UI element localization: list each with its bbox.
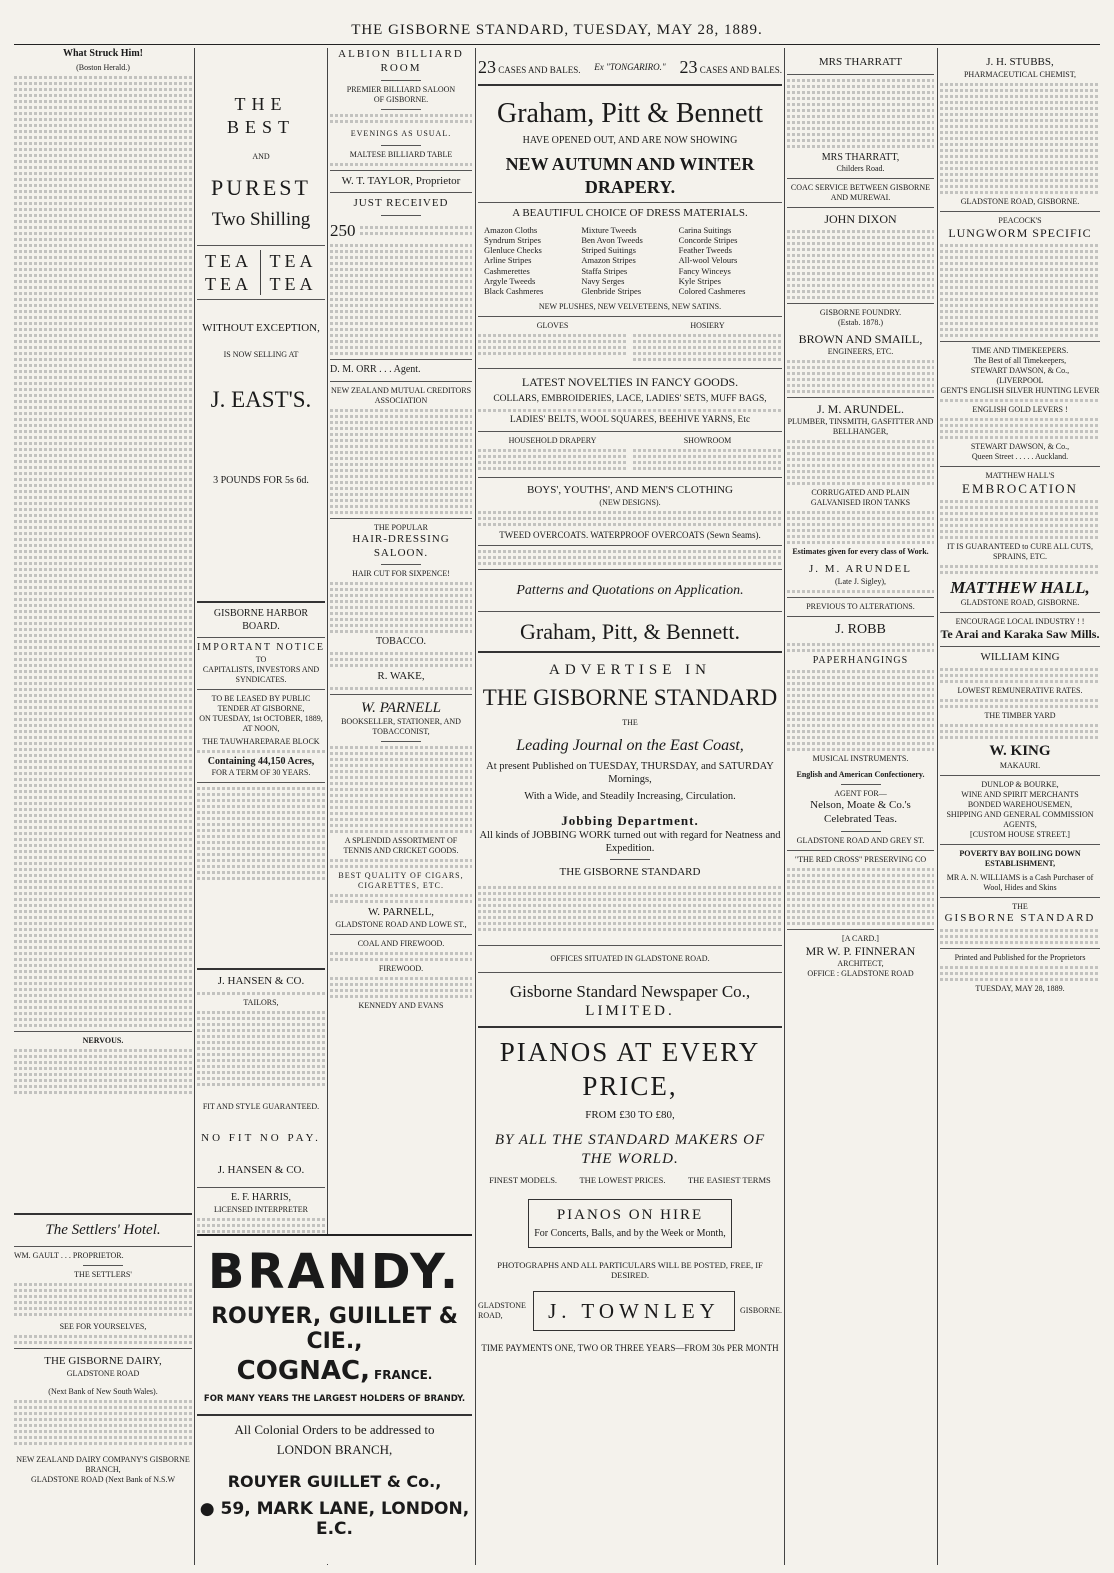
parnell-tennis: A SPLENDID ASSORTMENT OF TENNIS AND CRICKET GOODS. (343, 836, 459, 856)
dunlop-title: DUNLOP & BOURKE, (981, 779, 1059, 789)
albion-body-2 (330, 163, 472, 166)
material-item: Glenluce Checks (484, 245, 542, 256)
dixon-body (787, 230, 934, 299)
wake-signature: R. WAKE, (377, 669, 425, 682)
graham-autumn: NEW AUTUMN AND WINTER (505, 154, 755, 174)
nervous-heading: NERVOUS. (82, 1035, 124, 1045)
tea-price-offer: 3 POUNDS FOR 5s 6d. (213, 474, 309, 486)
dairy-subtitle: (Next Bank of New South Wales). (48, 1386, 158, 1396)
hair-tobacco: TOBACCO. (375, 636, 427, 648)
article-source: (Boston Herald.) (76, 62, 130, 72)
masthead-rule (14, 44, 1100, 45)
cases-right-number: 23 (679, 57, 698, 77)
dairy-address: GLADSTONE ROAD (Next Bank of N.S.W (30, 1474, 176, 1484)
overcoats: TWEED OVERCOATS. WATERPROOF OVERCOATS (Sewn Seams). (499, 529, 761, 540)
boys-designs: (NEW DESIGNS). (599, 497, 661, 507)
article-title: What Struck Him! (63, 48, 143, 59)
finneran-office: OFFICE : GLADSTONE ROAD (807, 968, 914, 978)
arundel-address (787, 590, 934, 593)
dunlop-address: [CUSTOM HOUSE STREET.] (970, 829, 1070, 839)
king-rates: LOWEST REMUNERATIVE RATES. (957, 686, 1083, 695)
boys-body (478, 511, 782, 526)
hansen-address (197, 992, 325, 995)
material-item: Fancy Winceys (678, 265, 731, 276)
material-item: Argyle Tweeds (484, 275, 536, 286)
column-1 (14, 48, 192, 1565)
brandy-cognac: COGNAC, (236, 1356, 371, 1386)
tea-ad-price: Two Shilling (211, 208, 311, 230)
te-arai-title: Te Arai and Karaka Saw Mills. (940, 627, 1100, 642)
albion-maltese: MALTESE BILLIARD TABLE (349, 149, 453, 159)
brandy-france: FRANCE. (374, 1368, 433, 1382)
lungworm-body (940, 244, 1100, 337)
parnell-body-3 (330, 894, 472, 903)
material-item: All-wool Velours (678, 255, 738, 266)
albion-evenings: EVENINGS AS USUAL. (350, 128, 452, 138)
hair-body (330, 582, 472, 633)
materials-column (581, 225, 678, 296)
novelties-belts: LADIES' BELTS, WOOL SQUARES, BEEHIVE YARNS, Etc (509, 414, 751, 425)
harris-interpreter: LICENSED INTERPRETER (214, 1204, 308, 1214)
hair-title: HAIR-DRESSING SALOON. (352, 532, 450, 559)
robb-paperhangings: PAPERHANGINGS (812, 654, 909, 666)
column-5 (787, 48, 934, 1565)
tea-selling: IS NOW SELLING AT (223, 350, 299, 359)
matthew-address: GLADSTONE ROAD, GISBORNE. (960, 598, 1080, 608)
parnell-title: W. PARNELL (360, 699, 442, 716)
material-item: Feather Tweeds (678, 245, 732, 256)
gloves-hosiery (478, 321, 782, 364)
brandy-address-text: 59, MARK LANE, LONDON, E.C. (220, 1499, 470, 1539)
pianos-easiest: THE EASIEST TERMS (687, 1174, 771, 1185)
showroom-heading: SHOWROOM (683, 435, 732, 445)
stewart-body (940, 399, 1100, 402)
household-showroom (478, 436, 782, 473)
material-item: Navy Serges (581, 275, 625, 286)
king-signature: W. KING (989, 743, 1051, 759)
embrocation-title: EMBROCATION (962, 480, 1078, 496)
see-heading: SEE FOR YOURSELVES, (59, 1321, 147, 1331)
finneran-architect: ARCHITECT, (837, 958, 884, 968)
printed-date: TUESDAY, MAY 28, 1889. (975, 983, 1065, 993)
advertise-circulation: With a Wide, and Steadily Increasing, Circulation. (524, 790, 736, 802)
arundel-sigley: (Late J. Sigley), (834, 577, 887, 586)
robb-musical: MUSICAL INSTRUMENTS. (812, 754, 909, 763)
brandy-orders: All Colonial Orders to be addressed to (234, 1422, 435, 1437)
arundel-plumber: PLUMBER, TINSMITH, GASFITTER AND BELLHANGER, (787, 417, 934, 437)
robb-nelson: Nelson, Moate & Co.'s Celebrated Teas. (810, 799, 911, 825)
standard-body (478, 886, 782, 931)
red-cross-title: "THE RED CROSS" PRESERVING CO (794, 854, 927, 864)
timber-title: THE TIMBER YARD (984, 711, 1056, 720)
novelties-title: LATEST NOVELTIES IN FANCY GOODS. (521, 375, 739, 390)
offices: OFFICES SITUATED IN GLADSTONE ROAD. (550, 953, 710, 963)
robb-address: GLADSTONE ROAD AND GREY ST. (796, 835, 925, 845)
newspaper-masthead: THE GISBORNE STANDARD, TUESDAY, MAY 28, 1889. (351, 22, 763, 38)
material-item: Carina Suitings (678, 224, 732, 235)
advertise-leading: Leading Journal on the East Coast, (516, 737, 744, 755)
cases-right-label: CASES AND BALES. (699, 65, 782, 75)
graham-dress: A BEAUTIFUL CHOICE OF DRESS MATERIALS. (512, 207, 748, 219)
brandy-title: BRANDY. (207, 1244, 462, 1300)
wake-address (330, 687, 472, 690)
tea-received-title: JUST RECEIVED (353, 197, 449, 210)
harbor-capitalists: CAPITALISTS, INVESTORS AND SYNDICATES. (202, 664, 320, 684)
company-limited: LIMITED. (585, 1003, 675, 1020)
arundel-signature: J. M. ARUNDEL (808, 563, 912, 576)
parnell-cigars: BEST QUALITY OF CIGARS, CIGARETTES, ETC. (338, 871, 464, 891)
arundel-body-2 (787, 511, 934, 544)
pianos-features (478, 1175, 782, 1186)
household-body (478, 449, 627, 470)
settlers-heading: THE SETTLERS' (74, 1269, 132, 1279)
column-divider (937, 48, 938, 1565)
cases-right (679, 56, 782, 79)
printed-body (940, 966, 1100, 981)
pianos-photos: PHOTOGRAPHS AND ALL PARTICULARS WILL BE POSTED, FREE, IF DESIRED. (497, 1259, 763, 1281)
graham-opened: HAVE OPENED OUT, AND ARE NOW SHOWING (522, 134, 738, 146)
dunlop-shipping: SHIPPING AND GENERAL COMMISSION AGENTS, (946, 809, 1094, 829)
material-item: Colored Cashmeres (678, 285, 746, 296)
novelties-body (478, 409, 782, 412)
coal-title: COAL AND FIREWOOD. (357, 939, 445, 948)
tharratt-road: Childers Road. (836, 164, 885, 174)
pianos-payments: TIME PAYMENTS ONE, TWO OR THREE YEARS—FROM 30s PER MONTH (481, 1343, 779, 1354)
matthew-signature: MATTHEW HALL, (950, 578, 1090, 597)
brandy-holders: FOR MANY YEARS THE LARGEST HOLDERS OF BRANDY. (203, 1394, 466, 1404)
graham-drapery: DRAPERY. (584, 176, 676, 197)
column-divider (475, 48, 476, 1565)
king-title: WILLIAM KING (980, 651, 1060, 664)
materials-column (679, 225, 776, 296)
gloves-heading: GLOVES (536, 321, 569, 331)
red-cross-body (787, 868, 934, 925)
dairy-footer: NEW ZEALAND DAIRY COMPANY'S GISBORNE BRANCH, (16, 1454, 190, 1474)
hotel-proprietor: WM. GAULT . . . PROPRIETOR. (14, 1250, 124, 1260)
novelties-collars: COLLARS, EMBROIDERIES, LACE, LADIES' SETS, MUFF BAGS, (493, 394, 767, 405)
material-item: Cashmerettes (484, 265, 530, 276)
harbor-block: THE TAUWHAREPARAE BLOCK (202, 736, 320, 746)
pianos-from: FROM £30 TO £80, (585, 1109, 675, 1122)
stewart-hunting: GENT'S ENGLISH SILVER HUNTING LEVER (940, 385, 1100, 395)
albion-proprietor: W. T. TAYLOR, Proprietor (341, 174, 461, 187)
harbor-body (197, 750, 325, 753)
stubbs-title: J. H. STUBBS, (986, 56, 1054, 68)
material-item: Syndrum Stripes (484, 234, 541, 245)
stubbs-address: GLADSTONE ROAD, GISBORNE. (960, 196, 1080, 206)
hair-popular: THE POPULAR (373, 522, 428, 532)
arundel-tanks: CORRUGATED AND PLAIN GALVANISED IRON TANKS (810, 488, 911, 508)
brandy-advertisement (197, 1234, 472, 1564)
hotel-body-2 (14, 1335, 192, 1344)
showroom-body (633, 449, 782, 470)
tea-ad-and: AND (252, 152, 270, 161)
stewart-address: Queen Street . . . . . Auckland. (971, 451, 1069, 461)
patterns-notice: Patterns and Quotations on Application. (516, 582, 744, 598)
boys-clothing: BOYS', YOUTHS', AND MEN'S CLOTHING (527, 483, 733, 496)
company-name: Gisborne Standard Newspaper Co., (509, 981, 751, 1001)
orr-agent: D. M. ORR . . . Agent. (330, 364, 421, 376)
harbor-to: TO (255, 654, 267, 664)
tea-seller: J. EAST'S. (210, 387, 312, 412)
column-divider (784, 48, 785, 1565)
pianos-hire: PIANOS ON HIRE (556, 1207, 704, 1224)
cases-left-label: CASES AND BALES. (498, 65, 581, 75)
poverty-bay-title: POVERTY BAY BOILING DOWN ESTABLISHMENT, (959, 848, 1081, 868)
tea-received-body (360, 223, 473, 238)
townley-name: J. TOWNLEY (533, 1291, 735, 1331)
material-item: Amazon Cloths (484, 224, 538, 235)
tea-without: WITHOUT EXCEPTION, (202, 322, 320, 335)
mutual-body (330, 409, 472, 514)
cases-left (478, 56, 581, 79)
albion-gisborne: OF GISBORNE. (373, 94, 429, 104)
hosiery-heading: HOSIERY (690, 321, 725, 331)
cases-left-number: 23 (478, 57, 496, 77)
foundry-title: GISBORNE FOUNDRY. (819, 308, 902, 318)
albion-premier: PREMIER BILLIARD SALOON (346, 84, 456, 94)
material-item: Staffa Stripes (581, 265, 628, 276)
hosiery-body (633, 334, 782, 361)
stewart-gold: ENGLISH GOLD LEVERS ! (972, 404, 1068, 414)
coal-signature: KENNEDY AND EVANS (358, 1001, 444, 1010)
tharratt-title: MRS THARRATT (818, 56, 903, 68)
tea-ad-purest: PUREST (211, 175, 311, 200)
king-makauri: MAKAURI. (999, 760, 1041, 770)
lungworm-title: LUNGWORM SPECIFIC (948, 225, 1092, 240)
harbor-date: ON TUESDAY, 1st OCTOBER, 1889, (199, 713, 323, 723)
harbor-notice: IMPORTANT NOTICE (197, 642, 325, 653)
material-item: Amazon Stripes (581, 255, 636, 266)
coal-body-2 (330, 977, 472, 998)
coal-body (330, 952, 472, 961)
robb-body (787, 643, 934, 652)
graham-plushes: NEW PLUSHES, NEW VELVETEENS, NEW SATINS. (538, 302, 722, 312)
tea-boxes-count: 250 (330, 221, 356, 240)
tea-word: TEA (197, 273, 261, 296)
robb-agent: AGENT FOR— (834, 789, 887, 798)
dunlop-bonded: BONDED WAREHOUSEMEN, (967, 799, 1073, 809)
ship-name: Ex "TONGARIRO." (594, 61, 666, 72)
parnell-bookseller: BOOKSELLER, STATIONER, AND TOBACCONIST, (341, 717, 461, 737)
harbor-body-2 (197, 787, 325, 880)
harbor-term: FOR A TERM OF 30 YEARS. (211, 768, 311, 777)
tea-word: TEA (269, 251, 317, 272)
arundel-title: J. M. ARUNDEL. (816, 402, 904, 417)
standard-heading: THE GISBORNE STANDARD (559, 866, 701, 879)
tea-word: TEA (197, 250, 261, 273)
time-best: The Best of all Timekeepers, (973, 355, 1067, 365)
dairy-title: THE GISBORNE DAIRY, (44, 1354, 162, 1367)
column-divider (194, 48, 195, 1565)
stewart-title: STEWART DAWSON, & Co., (970, 365, 1070, 375)
embrocation-body (940, 500, 1100, 539)
pianos-title: PIANOS AT EVERY PRICE, (499, 1036, 761, 1101)
tea-ad-headline: THE BEST (226, 94, 295, 137)
material-item: Mixture Tweeds (581, 224, 637, 235)
standard-the: THE (1012, 901, 1028, 911)
brandy-london: LONDON BRANCH, (276, 1442, 393, 1457)
harbor-tender: TO BE LEASED BY PUBLIC TENDER AT GISBORNE, (211, 693, 311, 713)
stewart-liverpool: (LIVERPOOL (996, 375, 1044, 385)
parnell-address: GLADSTONE ROAD AND LOWE ST., (335, 920, 467, 929)
brown-smaill: BROWN AND SMAILL, (798, 332, 923, 347)
brown-engineers: ENGINEERS, ETC. (827, 347, 894, 357)
pianos-makers: BY ALL THE STANDARD MAKERS OF THE WORLD. (494, 1132, 766, 1167)
stewart-body-2 (940, 418, 1100, 439)
robb-title: J. ROBB (835, 622, 886, 637)
hair-body-2 (330, 652, 472, 667)
material-item: Kyle Stripes (678, 275, 721, 286)
robb-confectionery: English and American Confectionery. (796, 770, 925, 779)
tea-received-body-2 (330, 244, 472, 355)
printed-by: Printed and Published for the Proprietors (954, 952, 1086, 962)
duty-notice (478, 550, 782, 565)
pianos-finest: FINEST MODELS. (489, 1174, 558, 1185)
advertise-paper: THE GISBORNE STANDARD (482, 684, 778, 710)
tharratt-body (787, 79, 934, 148)
materials-column (484, 225, 581, 296)
card-heading: [A CARD.] (842, 933, 879, 943)
foundry-established: (Estab. 1878.) (837, 318, 884, 328)
hotel-body (14, 1283, 192, 1316)
dairy-body (14, 1400, 192, 1445)
peacock-title: PEACOCK'S (998, 215, 1042, 225)
hansen-signature: J. HANSEN & CO. (217, 1163, 305, 1176)
stubbs-chemist: PHARMACEUTICAL CHEMIST, (963, 69, 1076, 79)
timber-body (940, 724, 1100, 739)
brandy-company: ROUYER GUILLET & Co., (227, 1472, 442, 1491)
graham-title: Graham, Pitt & Bennett (497, 97, 763, 129)
material-item: Ben Avon Tweeds (581, 234, 643, 245)
foundry-body (787, 360, 934, 393)
townley-road: GLADSTONE ROAD, (478, 1300, 526, 1320)
finneran-name: MR W. P. FINNERAN (805, 943, 916, 958)
hansen-title: J. HANSEN & CO. (217, 975, 305, 987)
household-heading: HOUSEHOLD DRAPERY (508, 435, 597, 445)
standard-title: GISBORNE STANDARD (944, 911, 1096, 924)
albion-body (330, 114, 472, 123)
albion-title: ALBION BILLIARD ROOM (338, 48, 464, 74)
gloves-body (478, 334, 627, 355)
mutual-title: NEW ZEALAND MUTUAL CREDITORS ASSOCIATION (330, 385, 472, 405)
townley-town: GISBORNE. (739, 1305, 782, 1315)
nervous-body (14, 1049, 192, 1094)
brandy-address: ● 59, MARK LANE, LONDON, E.C. (199, 1499, 470, 1539)
graham-signature: Graham, Pitt, & Bennett. (520, 619, 740, 645)
embrocation-body-2 (940, 565, 1100, 574)
pianos-hire-details: For Concerts, Balls, and by the Week or Month, (534, 1228, 726, 1240)
dairy-road: GLADSTONE ROAD (66, 1368, 140, 1378)
material-item: Striped Suitings (581, 245, 636, 256)
dixon-title: JOHN DIXON (824, 212, 897, 227)
harbor-acres: Containing 44,150 Acres, (207, 755, 315, 767)
parnell-signature: W. PARNELL, (367, 906, 435, 919)
encourage-title: ENCOURAGE LOCAL INDUSTRY ! ! (955, 617, 1085, 627)
standard-body (940, 929, 1100, 944)
king-body (940, 668, 1100, 683)
hansen-fit: FIT AND STYLE GUARANTEED. (202, 1101, 320, 1111)
stubbs-body (940, 83, 1100, 194)
tharratt-signature: MRS THARRATT, (821, 151, 900, 163)
harbor-noon: AT NOON, (242, 723, 280, 733)
hair-cut: HAIR CUT FOR SIXPENCE! (352, 569, 450, 579)
king-body-2 (940, 699, 1100, 708)
parnell-body-2 (330, 859, 472, 868)
brandy-maker: ROUYER, GUILLET & CIE., (211, 1304, 458, 1354)
time-title: TIME AND TIMEKEEPERS. (971, 345, 1069, 355)
hotel-title: The Settlers' Hotel. (45, 1222, 161, 1238)
hansen-body (197, 1011, 325, 1086)
harris-title: E. F. HARRIS, (230, 1192, 292, 1204)
hansen-tailors: TAILORS, (243, 997, 279, 1007)
hansen-no-fit: NO FIT NO PAY. (201, 1131, 321, 1144)
parnell-body (330, 746, 472, 833)
robb-body-2 (787, 670, 934, 751)
matthew-title: MATTHEW HALL'S (985, 470, 1055, 480)
jobbing-title: Jobbing Department. (561, 812, 699, 828)
coal-firewood: FIREWOOD. (378, 964, 424, 973)
williams-notice: MR A. N. WILLIAMS is a Cash Purchaser of Wool, Hides and Skins (946, 872, 1094, 892)
material-item: Black Cashmeres (484, 285, 544, 296)
embrocation-guarantee: IT IS GUARANTEED to CURE ALL CUTS, SPRAINS, ETC. (947, 542, 1093, 561)
dunlop-wine: WINE AND SPIRIT MERCHANTS (961, 789, 1079, 799)
tea-word: TEA (269, 273, 317, 294)
arundel-body (787, 440, 934, 485)
advertise-the: THE (622, 718, 638, 728)
coach-heading: COAC SERVICE BETWEEN GISBORNE AND MUREWAI. (790, 183, 931, 203)
advertise-published: At present Published on TUESDAY, THURSDAY, and SATURDAY Mornings, (486, 761, 774, 786)
previous-heading: PREVIOUS TO ALTERATIONS. (806, 602, 915, 611)
article-body (14, 76, 192, 1027)
harbor-board-title: GISBORNE HARBOR BOARD. (213, 608, 309, 632)
jobbing-text: All kinds of JOBBING WORK turned out with regard for Neatness and Expedition. (479, 829, 781, 855)
material-item: Concorde Stripes (678, 234, 738, 245)
stewart-signature: STEWART DAWSON, & Co., (970, 441, 1070, 451)
column-4 (478, 48, 782, 1565)
column-6 (940, 48, 1100, 1565)
harris-body (197, 1218, 325, 1233)
tea-grid (197, 250, 325, 295)
materials-list (478, 225, 782, 296)
advertise-heading: ADVERTISE IN (548, 661, 711, 678)
arundel-estimates: Estimates given for every class of Work. (792, 547, 929, 557)
material-item: Glenbride Stripes (581, 285, 642, 296)
pianos-lowest: THE LOWEST PRICES. (579, 1174, 666, 1185)
material-item: Arline Stripes (484, 255, 532, 266)
